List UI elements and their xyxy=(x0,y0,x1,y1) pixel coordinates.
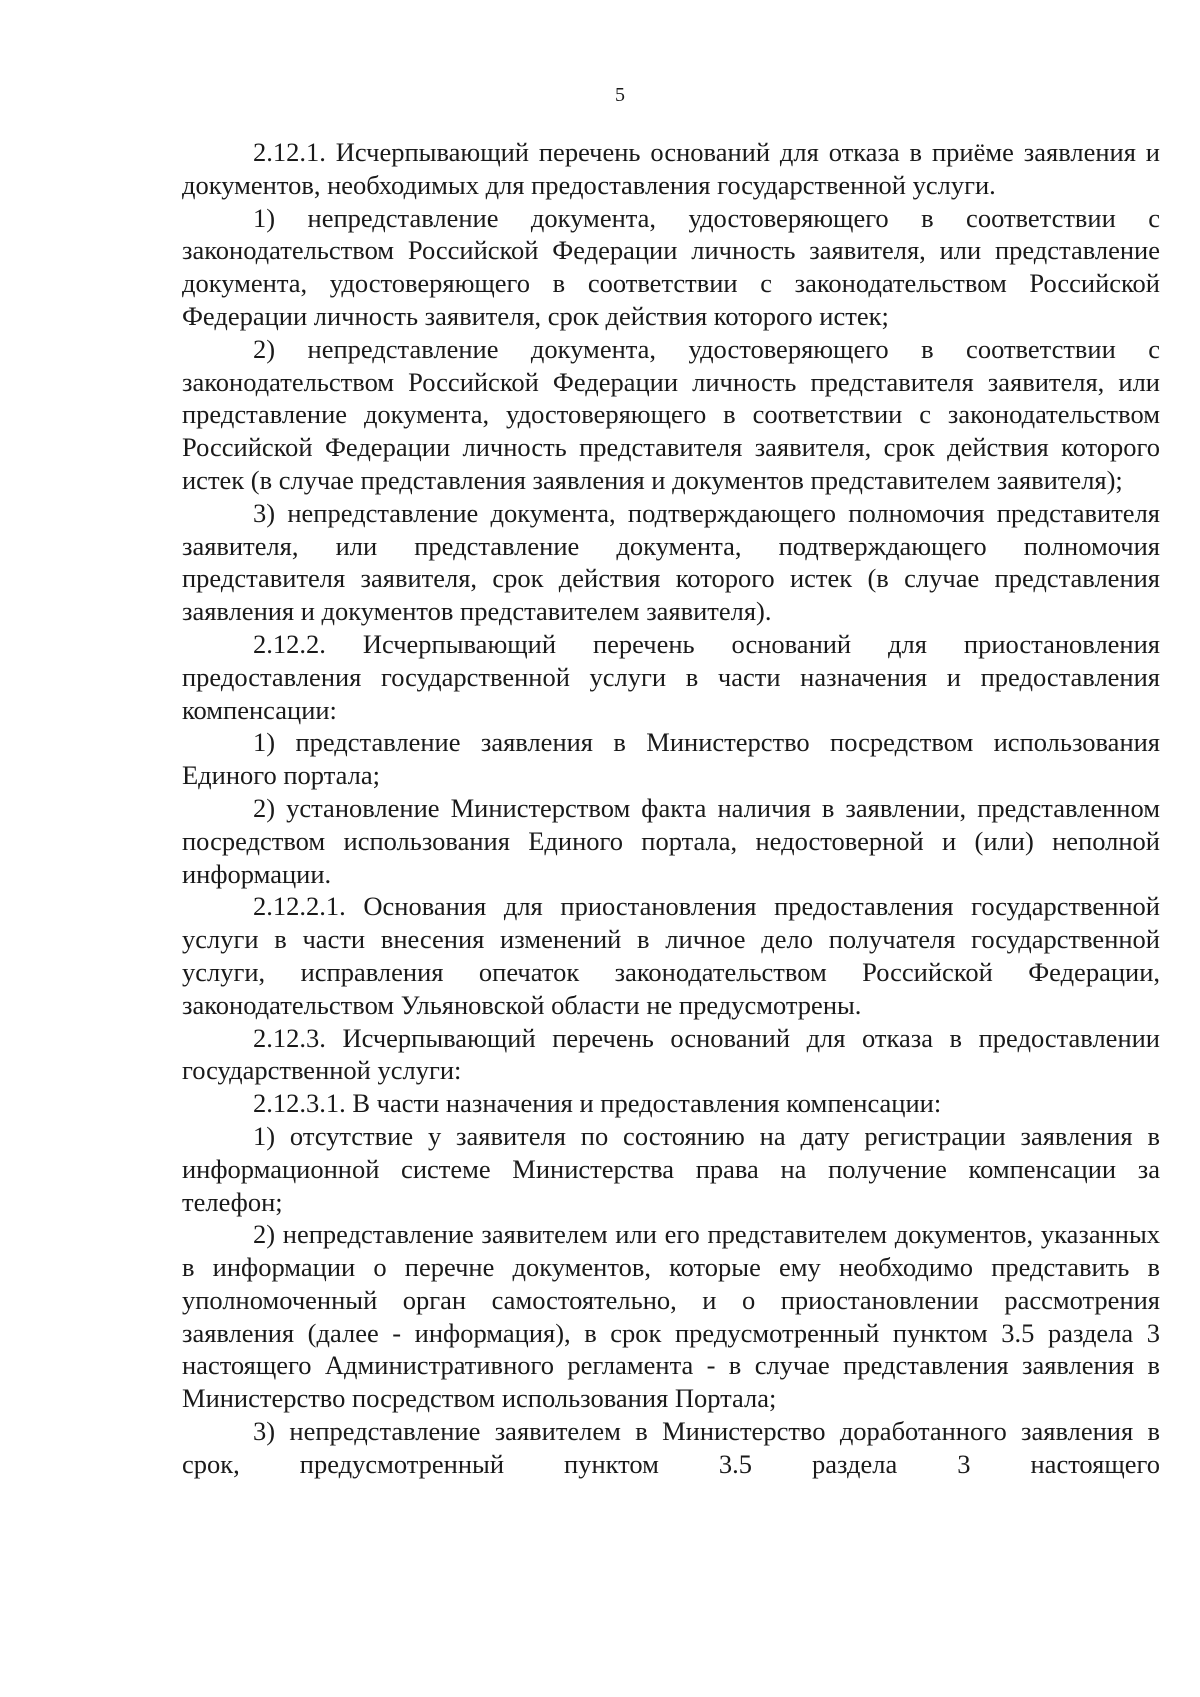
list-item-3: 3) непредставление документа, подтверждающего полномочия представителя заявителя, или представление документа, подтверждающего полномочия представителя заявителя, срок действия которого истек (в случае представления заявления и документов представителем заявителя). xyxy=(182,497,1160,627)
list-item-2: 2) непредставление документа, удостоверяющего в соответствии с законодательством Российской Федерации личность представителя заявителя, или представление документа, удостоверяющего в соответствии с законодательством Российской Федерации личность представителя заявителя, срок действия которого истек (в случае представления заявления и документов представителем заявителя); xyxy=(182,333,1160,495)
list-item-1: 1) отсутствие у заявителя по состоянию на дату регистрации заявления в информационной системе Министерства права на получение компенсации за телефон; xyxy=(182,1120,1160,1217)
list-item-2: 2) непредставление заявителем или его представителем документов, указанных в информации о перечне документов, которые ему необходимо представить в уполномоченный орган самостоятельно, и о приостановлении рассмотрения заявления (далее - информация), в срок предусмотренный пунктом 3.5 раздела 3 настоящего Административного регламента - в случае представления заявления в Министерство посредством использования Портала; xyxy=(182,1219,1160,1414)
paragraph-2-12-2: 2.12.2. Исчерпывающий перечень оснований для приостановления предоставления государственной услуги в части назначения и предоставления компенсации: xyxy=(182,628,1160,725)
list-item-3: 3) непредставление заявителем в Министерство доработанного заявления в срок, предусмотренный пунктом 3.5 раздела 3 настоящего xyxy=(182,1416,1160,1479)
paragraph-2-12-1: 2.12.1. Исчерпывающий перечень оснований для отказа в приёме заявления и документов, необходимых для предоставления государственной услуги. xyxy=(182,137,1160,200)
paragraph-2-12-3-1: 2.12.3.1. В части назначения и предоставления компенсации: xyxy=(253,1088,942,1119)
paragraph-2-12-2-1: 2.12.2.1. Основания для приостановления предоставления государственной услуги в части внесения изменений в личное дело получателя государственной услуги, исправления опечаток законодательством Российской Федерации, законодательством Ульяновской области не предусмотрены. xyxy=(182,891,1160,1020)
paragraph-2-12-3: 2.12.3. Исчерпывающий перечень оснований для отказа в предоставлении государственной услуги: xyxy=(182,1022,1160,1086)
list-item-2: 2) установление Министерством факта наличия в заявлении, представленном посредством использования Единого портала, недостоверной и (или) неполной информации. xyxy=(182,792,1160,889)
list-item-1: 1) представление заявления в Министерство посредством использования Единого портала; xyxy=(182,727,1160,791)
page-number: 5 xyxy=(615,84,625,106)
list-item-1: 1) непредставление документа, удостоверяющего в соответствии с законодательством Российской Федерации личность заявителя, или представление документа, удостоверяющего в соответствии с законодательством Российской Федерации личность заявителя, срок действия которого истек; xyxy=(182,202,1160,331)
document-body xyxy=(182,136,1160,1481)
